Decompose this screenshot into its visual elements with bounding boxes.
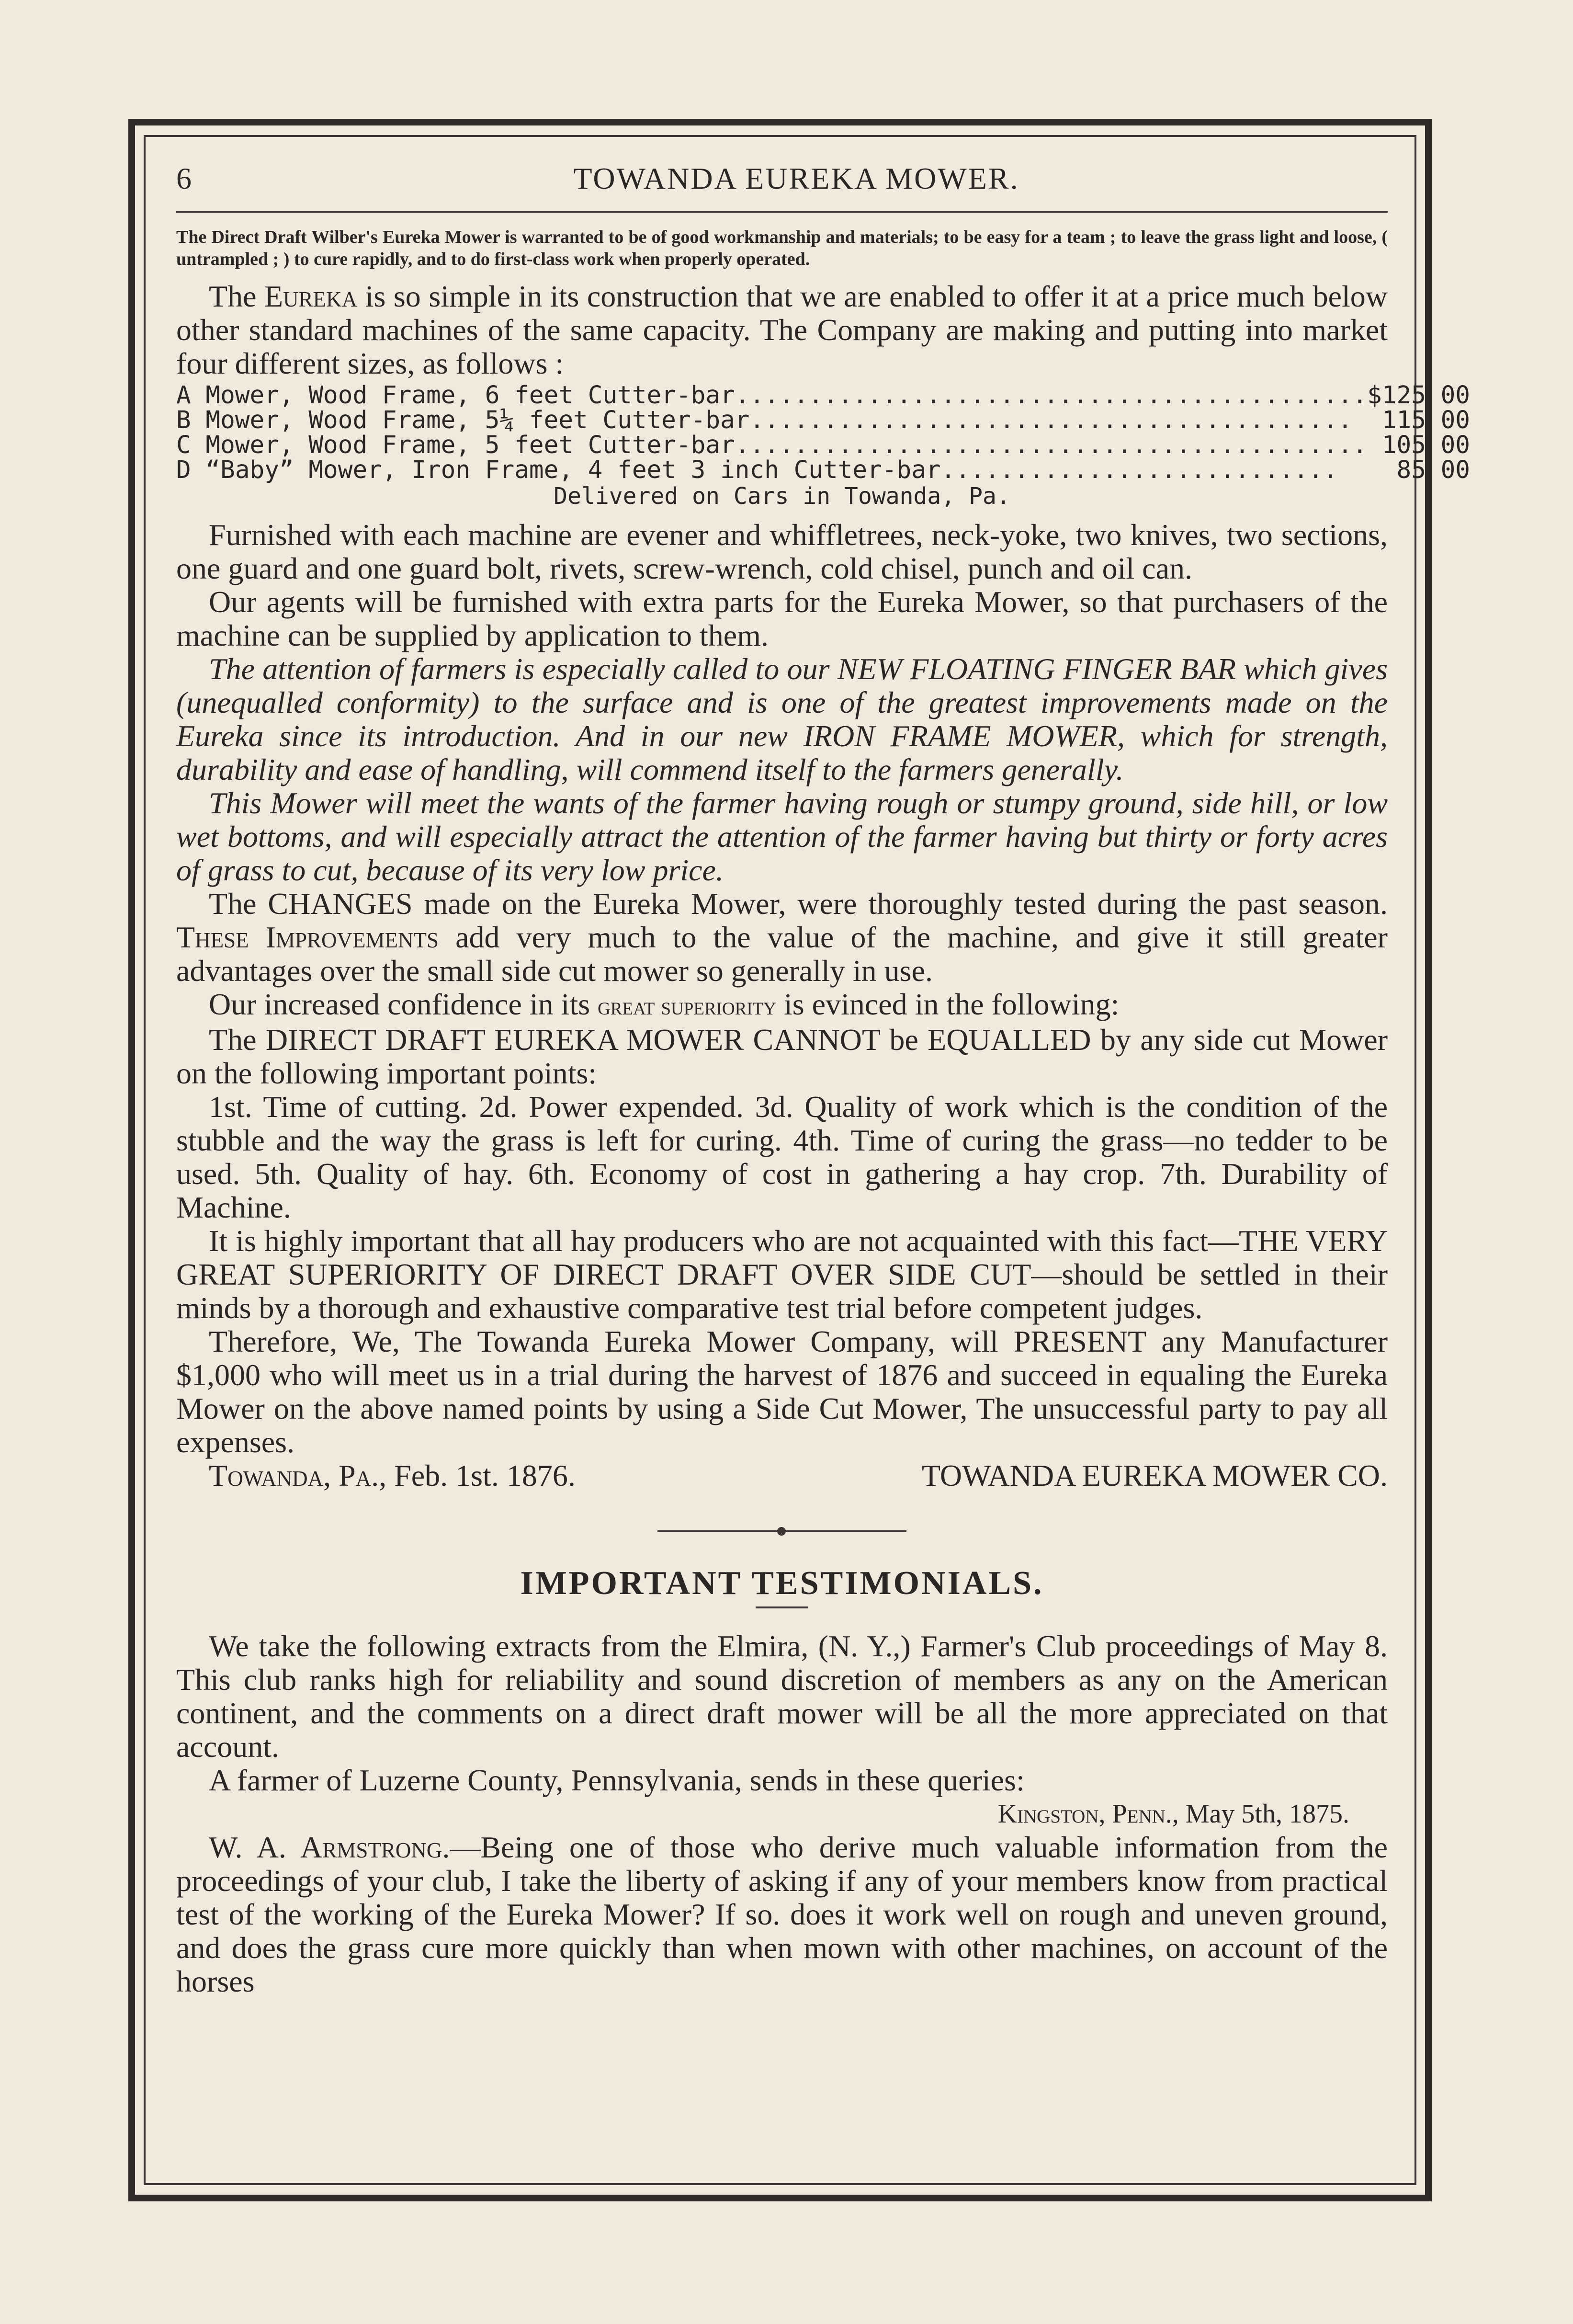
- page-content: [176, 158, 1471, 1998]
- testimonials-title: IMPORTANT TESTIMONIALS.: [520, 1565, 1044, 1602]
- price-item-price: 115 00: [1381, 406, 1471, 434]
- agents-paragraph: Our agents will be furnished with extra parts for the Eureka Mower, so that purchasers of the machine can be supplied by application to them.: [176, 585, 1388, 652]
- important-paragraph: It is highly important that all hay producers who are not acquainted with this fact—THE VERY GREAT SUPERIORITY OF DIRECT DRAFT OVER SIDE CUT—should be settled in their minds by a thorough and exhaustive comparative test trial before competent judges.: [176, 1224, 1388, 1325]
- furnished-paragraph: Furnished with each machine are evener and whiffletrees, neck-yoke, two knives, two sections, one guard and one guard bolt, rivets, screw-wrench, cold chisel, punch and oil can.: [176, 518, 1388, 585]
- price-item-price: 85 00: [1396, 456, 1471, 484]
- page-header: [176, 158, 1388, 211]
- eureka-smallcaps: Eureka: [264, 279, 358, 313]
- direct-draft-paragraph: The DIRECT DRAFT EUREKA MOWER CANNOT be EQUALLED by any side cut Mower on the following important points:: [176, 1023, 1388, 1090]
- page-number: 6: [176, 161, 192, 195]
- delivery-note: Delivered on Cars in Towanda, Pa.: [554, 483, 1010, 510]
- attention-paragraph: The attention of farmers is especially called to our NEW FLOATING FINGER BAR which gives (unequalled conformity) to the surface and is one of the greatest improvements made on the Eureka since its introduction. And in our new IRON FRAME MOWER, which for strength, durability and ease of handling, will commend itself to the farmers generally.: [176, 652, 1388, 786]
- wants-paragraph: This Mower will meet the wants of the farmer having rough or stumpy ground, side hill, or low wet bottoms, and will especially attract the attention of the farmer having but thirty or forty acres of grass to cut, because of its very low price.: [176, 786, 1388, 887]
- price-item-name: C Mower, Wood Frame, 5 feet Cutter-bar...........................................: [176, 433, 1368, 458]
- price-item-price: $125 00: [1367, 381, 1471, 410]
- price-row: [176, 458, 1470, 483]
- price-item-name: B Mower, Wood Frame, 5¼ feet Cutter-bar.........................................: [176, 408, 1353, 433]
- section-divider-ornament: [657, 1526, 906, 1536]
- price-row: [176, 408, 1470, 433]
- testimonials-intro: We take the following extracts from the Elmira, (N. Y.,) Farmer's Club proceedings of May 8. This club ranks high for reliability and sound discretion of members as any on the American continent, and the comments on a direct draft mower will be all the more appreciated on that account.: [176, 1629, 1388, 1764]
- price-list: [176, 383, 1470, 483]
- letter-body: W. A. Armstrong.—Being one of those who derive much valuable information from the proceedings of your club, I take the liberty of asking if any of your members know from practical test of the working of the Eureka Mower? If so. does it work well on rough and uneven ground, and does the grass cure more quickly than when mown with other machines, on account of the horses: [176, 1830, 1388, 1998]
- price-item-price: 105 00: [1381, 431, 1471, 459]
- improvements-smallcaps: These Improvements: [176, 920, 439, 954]
- price-row: [176, 433, 1470, 458]
- intro-paragraph: The Eureka is so simple in its construction that we are enabled to offer it at a price much below other standard machines of the same capacity. The Company are making and putting into market four different sizes, as follows :: [176, 279, 1388, 380]
- price-item-name: A Mower, Wood Frame, 6 feet Cutter-bar...........................................: [176, 383, 1368, 408]
- changes-paragraph: The CHANGES made on the Eureka Mower, were thoroughly tested during the past season. These Improvements add very much to the value of the machine, and give it still greater advantages over the small side cut mower so generally in use.: [176, 887, 1388, 988]
- price-item-name: D “Baby” Mower, Iron Frame, 4 feet 3 inch Cutter-bar...........................: [176, 458, 1338, 483]
- farmer-query-line: A farmer of Luzerne County, Pennsylvania, sends in these queries:: [209, 1763, 1025, 1797]
- signature-company: TOWANDA EUREKA MOWER CO.: [921, 1458, 1388, 1492]
- title-rule: [756, 1606, 808, 1608]
- therefore-paragraph: Therefore, We, The Towanda Eureka Mower Company, will PRESENT any Manufacturer $1,000 who will meet us in a trial during the harvest of 1876 and succeed in equaling the Eureka Mower on the above named points by using a Side Cut Mower, The unsuccessful party to pay all expenses.: [176, 1324, 1388, 1459]
- price-row: [176, 383, 1470, 408]
- warranty-notice: The Direct Draft Wilber's Eureka Mower is warranted to be of good workmanship and materials; to be easy for a team ; to leave the grass light and loose, ( untrampled ; ) to cure rapidly, and to do first-class work when properly operated.: [176, 227, 1388, 269]
- header-rule: [176, 211, 1388, 213]
- letter-author: W. A. Armstrong.: [209, 1830, 450, 1864]
- superiority-smallcaps: great superiority: [598, 992, 776, 1020]
- letter-dateline: Kingston, Penn., May 5th, 1875.: [997, 1799, 1349, 1829]
- running-title: TOWANDA EUREKA MOWER.: [573, 161, 1019, 195]
- confidence-paragraph: Our increased confidence in its great superiority is evinced in the following:: [209, 987, 1120, 1021]
- points-paragraph: 1st. Time of cutting. 2d. Power expended. 3d. Quality of work which is the condition of the stubble and the way the grass is left for curing. 4th. Time of curing the grass—no tedder to be used. 5th. Quality of hay. 6th. Economy of cost in gathering a hay crop. 7th. Durability of Machine.: [176, 1090, 1388, 1224]
- signature-line: [176, 1459, 1388, 1492]
- signature-place-date: Towanda, Pa., Feb. 1st. 1876.: [209, 1458, 576, 1492]
